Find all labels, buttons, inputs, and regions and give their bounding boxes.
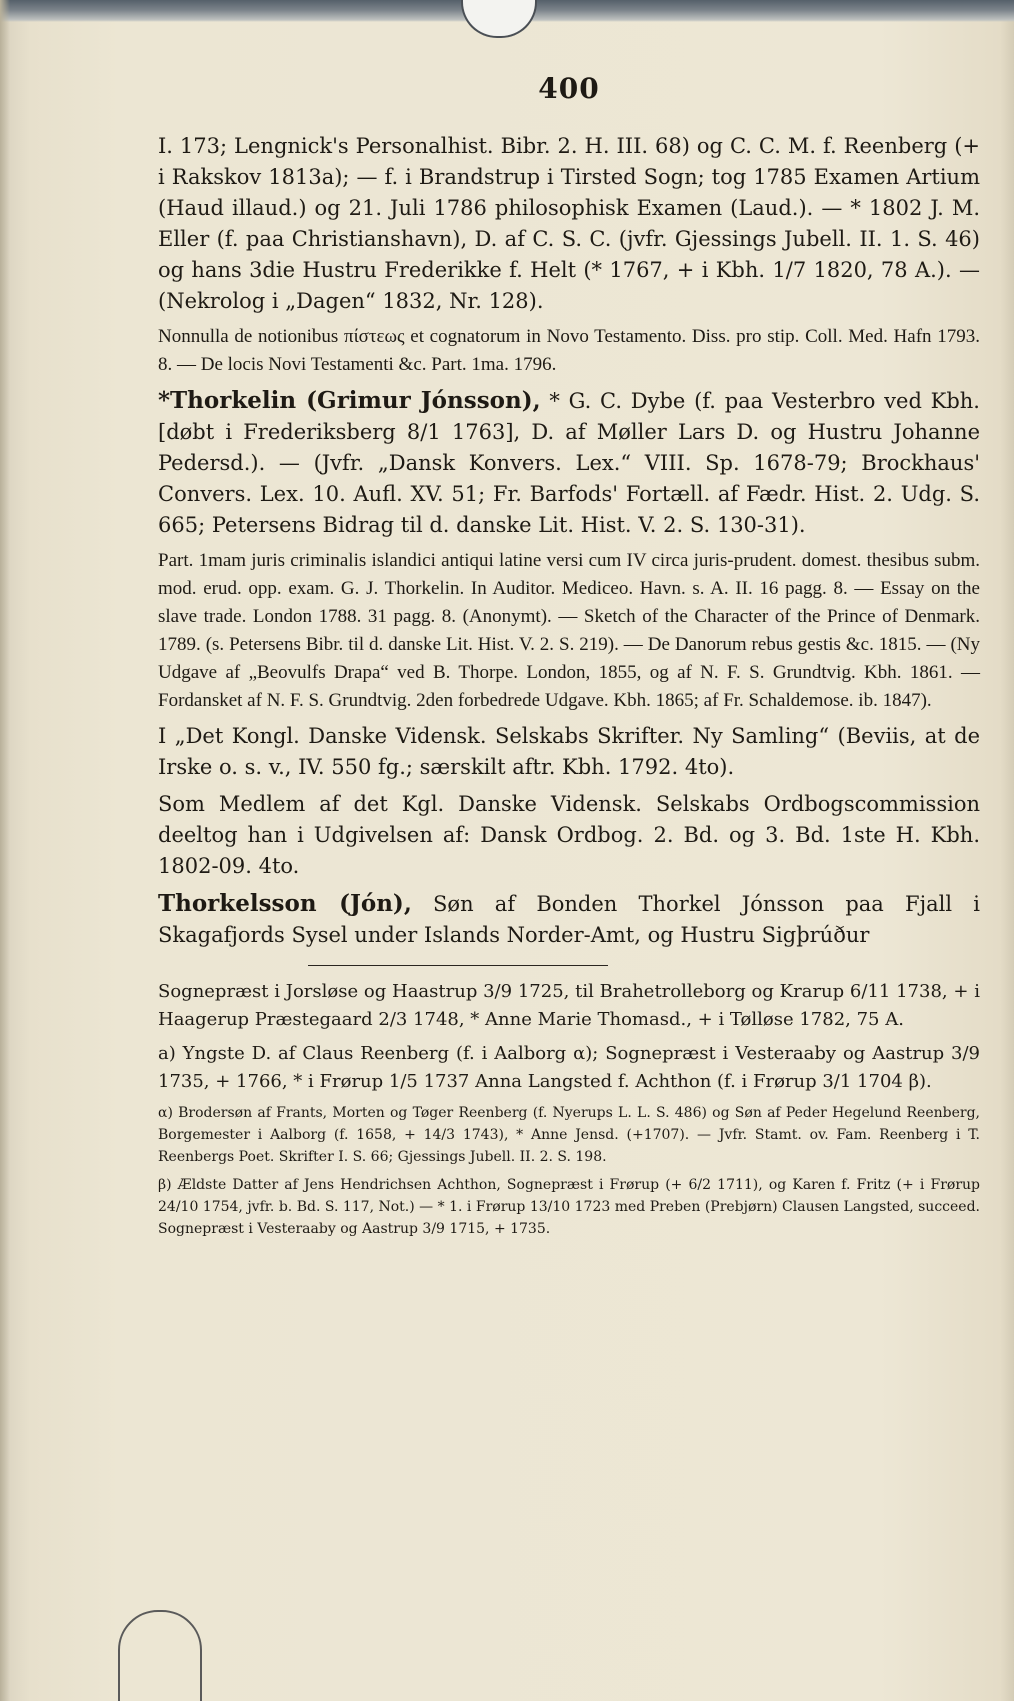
footnote: a) Yngste D. af Claus Reenberg (f. i Aalborg α); Sognepræst i Vesteraaby og Aastrup 3/9 1735, + 1766, * i Frørup 1/5 1737 Anna Langsted f. Achthon (f. i Frørup 3/1 1704 β). bbox=[158, 1043, 980, 1092]
paragraph-ordbog bbox=[158, 789, 980, 882]
paragraph-skrifter bbox=[158, 721, 980, 783]
entry-thorkelsson bbox=[158, 888, 980, 951]
paragraph-text: Nonnulla de notionibus πίστεως et cognatorum in Novo Testamento. Diss. pro stip. Coll. Med. Hafn 1793. 8. — De locis Novi Testamenti &c. Part. 1ma. 1796. bbox=[158, 326, 980, 375]
paragraph-latin-works bbox=[158, 323, 980, 379]
footnote-divider bbox=[308, 965, 608, 966]
paragraph-text: Part. 1mam juris criminalis islandici antiqui latine versi cum IV circa juris-prudent. domest. thesibus subm. mod. erud. opp. exam. G. J. Thorkelin. In Auditor. Mediceo. Havn. s. A. II. 16 pagg. 8. — Essay on the slave trade. London 1788. 31 pagg. 8. (Anonymt). — Sketch of the Character of the Prince of Denmark. 1789. (s. Petersens Bibr. til d. danske Lit. Hist. V. 2. S. 219). — De Danorum rebus gestis &c. 1815. — (Ny Udgave af „Beovulfs Drapa“ ved B. Thorpe. London, 1855, og af N. F. S. Grundtvig. Kbh. 1861. — Fordansket af N. F. S. Grundtvig. 2den forbedrede Udgave. Kbh. 1865; af Fr. Schaldemose. ib. 1847). bbox=[158, 550, 980, 711]
footnote: Sognepræst i Jorsløse og Haastrup 3/9 1725, til Brahetrolleborg og Krarup 6/11 1738, + i Haagerup Præstegaard 2/3 1748, * Anne Marie Thomasd., + i Tølløse 1782, 75 A. bbox=[158, 981, 980, 1030]
page-content bbox=[158, 72, 980, 1246]
paragraph-reenberg bbox=[158, 131, 980, 317]
book-spine-shadow bbox=[0, 0, 10, 1701]
paragraph-text: I „Det Kongl. Danske Vidensk. Selskabs Skrifter. Ny Samling“ (Beviis, at de Irske o. s. v., IV. 550 fg.; særskilt aftr. Kbh. 1792. 4to). bbox=[158, 724, 980, 779]
entry-heading: Thorkelsson (Jón), bbox=[158, 890, 412, 917]
scanner-clip-tab bbox=[461, 0, 537, 38]
entry-heading: *Thorkelin (Grimur Jónsson), bbox=[158, 387, 541, 414]
scanner-corner-mark bbox=[118, 1610, 202, 1701]
small-note: β) Ældste Datter af Jens Hendrichsen Achthon, Sognepræst i Frørup (+ 6/2 1711), og Karen f. Fritz (+ i Frørup 24/10 1754, jvfr. b. Bd. S. 117, Not.) — * 1. i Frørup 13/10 1723 med Preben (Prebjørn) Clausen Langsted, succeed. Sognepræst i Vesteraaby og Aastrup 3/9 1715, + 1735. bbox=[158, 1177, 980, 1237]
small-note: α) Brodersøn af Frants, Morten og Tøger Reenberg (f. Nyerups L. L. S. 486) og Søn af Peder Hegelund Reenberg, Borgemester i Aalborg (f. 1658, + 14/3 1743), * Anne Jensd. (+1707). — Jvfr. Stamt. ov. Fam. Reenberg i T. Reenbergs Poet. Skrifter I. S. 66; Gjessings Jubell. II. 2. S. 198. bbox=[158, 1105, 980, 1165]
paragraph-text: Søn af Bonden Thorkel Jónsson paa Fjall i Skagafjords Sysel under Islands Norder-Amt, og Hustru Sigþrúður bbox=[158, 892, 980, 947]
entry-thorkelin bbox=[158, 385, 980, 541]
page-number: 400 bbox=[538, 72, 600, 105]
paragraph-text: * G. C. Dybe (f. paa Vesterbro ved Kbh. [døbt i Frederiksberg 8/1 1763], D. af Møller Lars D. og Hustru Johanne Pedersd.). — (Jvfr. „Dansk Konvers. Lex.“ VIII. Sp. 1678-79; Brockhaus' Convers. Lex. 10. Aufl. XV. 51; Fr. Barfods' Fortæll. af Fædr. Hist. 2. Udg. S. 665; Petersens Bidrag til d. danske Lit. Hist. V. 2. S. 130-31). bbox=[158, 389, 980, 537]
paragraph-text: I. 173; Lengnick's Personalhist. Bibr. 2. H. III. 68) og C. C. M. f. Reenberg (+ i Rakskov 1813a); — f. i Brandstrup i Tirsted Sogn; tog 1785 Examen Artium (Haud illaud.) og 21. Juli 1786 philosophisk Examen (Laud.). — * 1802 J. M. Eller (f. paa Christianshavn), D. af C. S. C. (jvfr. Gjessings Jubell. II. 1. S. 46) og hans 3die Hustru Frederikke f. Helt (* 1767, + i Kbh. 1/7 1820, 78 A.). — (Nekrolog i „Dagen“ 1832, Nr. 128). bbox=[158, 134, 980, 313]
paragraph-text: Som Medlem af det Kgl. Danske Vidensk. Selskabs Ordbogscommission deeltog han i Udgivelsen af: Dansk Ordbog. 2. Bd. og 3. Bd. 1ste H. Kbh. 1802-09. 4to. bbox=[158, 792, 980, 878]
paragraph-thorkelin-works bbox=[158, 547, 980, 715]
